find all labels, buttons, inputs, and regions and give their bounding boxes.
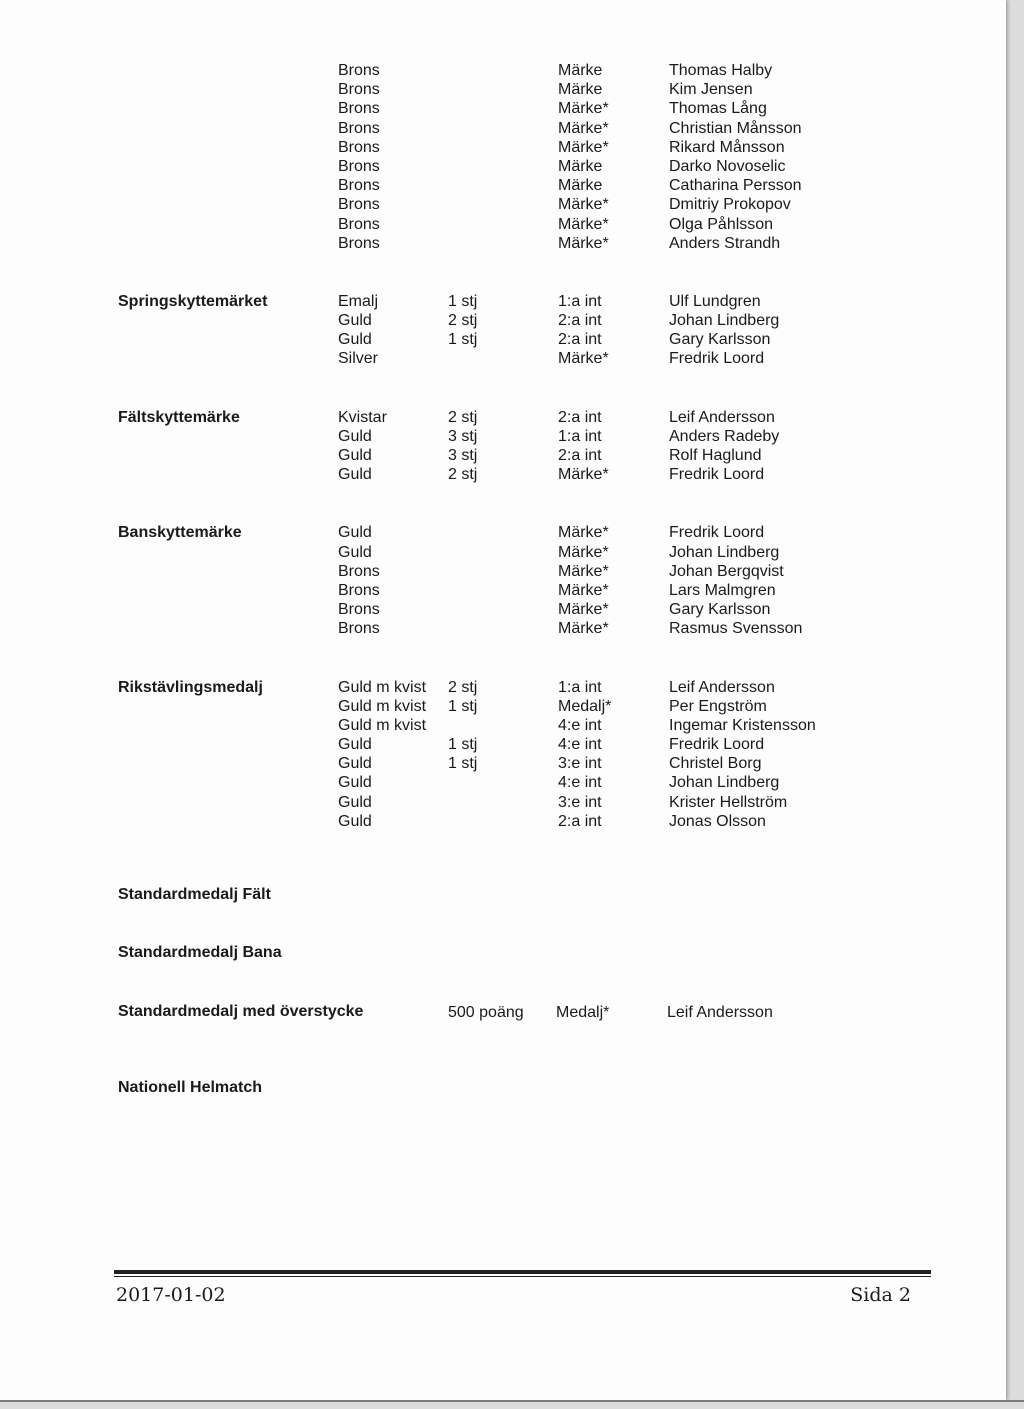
table-row — [0, 215, 1006, 234]
recipient-name: Fredrik Loord — [669, 466, 765, 484]
award-type: 2:a int — [558, 812, 602, 830]
award-level: Brons — [338, 100, 380, 118]
award-type: 2:a int — [558, 408, 602, 426]
table-row — [0, 697, 1006, 716]
nationell-helmatch-title: Nationell Helmatch — [118, 1079, 263, 1096]
award-level: Guld — [338, 427, 372, 445]
table-row — [0, 793, 1006, 812]
award-type: 4:e int — [558, 774, 602, 792]
recipient-name: Krister Hellström — [669, 793, 788, 811]
award-type: Märke* — [558, 620, 609, 638]
award-type: 3:e int — [558, 755, 602, 773]
table-row — [0, 716, 1006, 735]
recipient-name: Fredrik Loord — [669, 524, 765, 542]
recipient-name: Thomas Lång — [669, 100, 767, 118]
table-row — [0, 446, 1006, 465]
recipient-name: Olga Påhlsson — [669, 215, 774, 233]
award-type: Märke — [558, 81, 603, 99]
award-type: Märke* — [558, 100, 609, 118]
table-row — [0, 754, 1006, 773]
star-count: 1 stj — [448, 736, 478, 754]
award-level: Brons — [338, 562, 380, 580]
recipient-name: Johan Bergqvist — [669, 562, 784, 580]
star-count: 1 stj — [448, 697, 478, 715]
table-row — [0, 408, 1006, 427]
table-row — [0, 678, 1006, 697]
recipient-name: Rolf Haglund — [669, 447, 762, 464]
table-row — [0, 330, 1006, 349]
award-type: 1:a int — [558, 427, 602, 445]
recipient-name: Fredrik Loord — [669, 350, 765, 368]
award-level: Brons — [338, 196, 380, 214]
award-level: Kvistar — [338, 408, 387, 426]
award-type: Märke* — [558, 119, 609, 137]
scan-edge-line — [0, 1400, 1024, 1402]
table-row — [0, 119, 1006, 138]
award-type: 4:e int — [558, 736, 602, 754]
star-count: 1 stj — [448, 292, 478, 310]
section-rikstavlingsmedalj — [0, 678, 1006, 832]
table-row — [0, 311, 1006, 330]
footer-date: 2017-01-02 — [116, 1284, 226, 1306]
award-type: 2:a int — [558, 312, 602, 330]
award-type: Märke — [558, 157, 603, 175]
table-row — [0, 157, 1006, 176]
award-type: Märke* — [558, 466, 609, 484]
award-level: Guld — [338, 447, 372, 464]
award-level: Brons — [338, 215, 380, 233]
points: 500 poäng — [448, 1004, 524, 1021]
award-level: Guld — [338, 312, 372, 330]
recipient-name: Ingemar Kristensson — [669, 716, 816, 734]
award-level: Guld — [338, 755, 372, 773]
award-type: 2:a int — [558, 447, 602, 464]
standardmedalj-bana-title: Standardmedalj Bana — [118, 944, 282, 961]
award-level: Brons — [338, 119, 380, 137]
award-level: Guld m kvist — [338, 678, 427, 696]
recipient-name: Rikard Månsson — [669, 138, 785, 156]
recipient-name: Johan Lindberg — [669, 774, 780, 792]
award-type: Märke* — [558, 234, 609, 252]
recipient-name: Thomas Halby — [669, 62, 773, 79]
award-level: Guld — [338, 774, 372, 792]
standardmedalj-overstycke-title: Standardmedalj med överstycke — [118, 1003, 364, 1020]
table-row — [0, 735, 1006, 754]
table-row — [0, 812, 1006, 831]
award-type: Märke* — [558, 581, 609, 599]
award-sections — [0, 61, 1006, 870]
table-row — [0, 562, 1006, 581]
award-type: Märke* — [558, 138, 609, 156]
footer-divider-thin — [114, 1276, 931, 1277]
footer-divider — [114, 1270, 931, 1274]
recipient-name: Lars Malmgren — [669, 581, 776, 599]
award-level: Guld m kvist — [338, 697, 427, 715]
table-row — [0, 619, 1006, 638]
award-level: Brons — [338, 234, 380, 252]
award-type: 1:a int — [558, 678, 602, 696]
table-row — [0, 61, 1006, 80]
award-type: Märke* — [558, 196, 609, 214]
table-row — [0, 99, 1006, 118]
award-level: Guld — [338, 736, 372, 754]
award-level: Emalj — [338, 292, 379, 310]
recipient-name: Dmitriy Prokopov — [669, 196, 791, 214]
star-count: 3 stj — [448, 447, 478, 464]
recipient-name: Leif Andersson — [669, 678, 775, 696]
recipient-name: Gary Karlsson — [669, 331, 771, 349]
section-faltskyttemarke — [0, 408, 1006, 485]
award-level: Brons — [338, 138, 380, 156]
recipient-name: Anders Strandh — [669, 234, 781, 252]
section-brons-markes — [0, 61, 1006, 253]
award-level: Brons — [338, 177, 380, 195]
star-count: 2 stj — [448, 678, 478, 696]
table-row — [0, 349, 1006, 368]
table-row — [0, 773, 1006, 792]
page-number: Sida 2 — [850, 1284, 911, 1306]
award-type: Märke* — [558, 562, 609, 580]
award-type: Märke* — [558, 543, 609, 561]
section-title: Rikstävlingsmedalj — [118, 678, 263, 696]
award-level: Guld — [338, 543, 372, 561]
award-level: Guld — [338, 466, 372, 484]
table-row — [0, 292, 1006, 311]
award-level: Brons — [338, 601, 380, 619]
award-level: Guld — [338, 793, 372, 811]
star-count: 2 stj — [448, 466, 478, 484]
recipient-name: Johan Lindberg — [669, 543, 780, 561]
award-level: Brons — [338, 62, 380, 79]
section-banskyttemarke — [0, 523, 1006, 638]
award-level: Silver — [338, 350, 379, 368]
recipient-name: Leif Andersson — [667, 1004, 773, 1021]
award-type: Märke — [558, 177, 603, 195]
award-type: Medalj* — [558, 697, 612, 715]
award-type: Medalj* — [556, 1004, 610, 1021]
table-row — [0, 234, 1006, 253]
section-springskyttemarket — [0, 292, 1006, 369]
recipient-name: Per Engström — [669, 697, 767, 715]
recipient-name: Fredrik Loord — [669, 736, 765, 754]
star-count: 2 stj — [448, 408, 478, 426]
recipient-name: Anders Radeby — [669, 427, 780, 445]
section-title: Fältskyttemärke — [118, 408, 240, 426]
table-row — [0, 465, 1006, 484]
award-level: Brons — [338, 620, 380, 638]
table-row — [0, 523, 1006, 542]
award-type: Märke* — [558, 601, 609, 619]
award-level: Guld — [338, 331, 372, 349]
recipient-name: Ulf Lundgren — [669, 292, 761, 310]
award-level: Brons — [338, 581, 380, 599]
award-type: 4:e int — [558, 716, 602, 734]
award-type: Märke* — [558, 350, 609, 368]
award-type: Märke — [558, 62, 603, 79]
award-level: Brons — [338, 81, 380, 99]
recipient-name: Jonas Olsson — [669, 812, 766, 830]
recipient-name: Christian Månsson — [669, 119, 802, 137]
table-row — [0, 581, 1006, 600]
table-row — [0, 138, 1006, 157]
star-count: 3 stj — [448, 427, 478, 445]
award-level: Guld — [338, 812, 372, 830]
recipient-name: Kim Jensen — [669, 81, 753, 99]
recipient-name: Catharina Persson — [669, 177, 802, 195]
table-row — [0, 427, 1006, 446]
recipient-name: Johan Lindberg — [669, 312, 780, 330]
star-count: 2 stj — [448, 312, 478, 330]
section-title: Springskyttemärket — [118, 292, 268, 310]
section-title: Banskyttemärke — [118, 524, 242, 542]
table-row — [0, 600, 1006, 619]
table-row — [0, 80, 1006, 99]
award-level: Brons — [338, 157, 380, 175]
award-type: 3:e int — [558, 793, 602, 811]
star-count: 1 stj — [448, 331, 478, 349]
recipient-name: Rasmus Svensson — [669, 620, 803, 638]
table-row — [0, 176, 1006, 195]
recipient-name: Gary Karlsson — [669, 601, 771, 619]
award-type: Märke* — [558, 524, 609, 542]
standardmedalj-falt-title: Standardmedalj Fält — [118, 886, 271, 903]
table-row — [0, 195, 1006, 214]
award-level: Guld m kvist — [338, 716, 427, 734]
recipient-name: Leif Andersson — [669, 408, 775, 426]
star-count: 1 stj — [448, 755, 478, 773]
table-row — [0, 543, 1006, 562]
recipient-name: Christel Borg — [669, 755, 762, 773]
award-type: 1:a int — [558, 292, 602, 310]
award-type: Märke* — [558, 215, 609, 233]
award-type: 2:a int — [558, 331, 602, 349]
recipient-name: Darko Novoselic — [669, 157, 786, 175]
award-level: Guld — [338, 524, 372, 542]
